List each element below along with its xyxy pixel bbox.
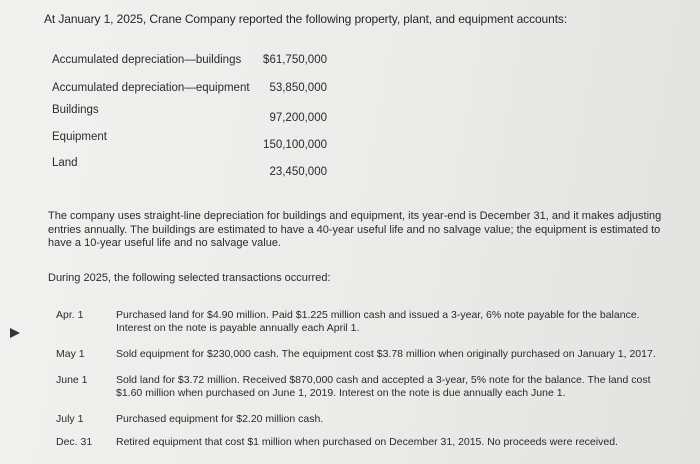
transaction-date: June 1	[56, 374, 88, 386]
account-label: Land	[52, 157, 78, 169]
account-amount: 23,450,000	[269, 166, 327, 178]
transaction-description: Retired equipment that cost $1 million when purchased on December 31, 2015. No proceeds were received.	[116, 436, 618, 448]
account-row-buildings	[52, 104, 327, 124]
transaction-description: Sold equipment for $230,000 cash. The equipment cost $3.78 million when originally purchased on January 1, 2017.	[116, 348, 656, 360]
mouse-pointer-icon	[10, 328, 20, 338]
account-row-accum-dep-equipment	[52, 82, 327, 98]
account-amount: 97,200,000	[269, 112, 327, 124]
transactions-heading: During 2025, the following selected transactions occurred:	[48, 272, 331, 284]
account-amount: $61,750,000	[263, 54, 327, 66]
transaction-date: Apr. 1	[56, 309, 84, 321]
account-amount: 53,850,000	[269, 82, 327, 94]
transaction-description: Purchased equipment for $2.20 million cash.	[116, 413, 324, 425]
transaction-date: July 1	[56, 413, 84, 425]
account-row-accum-dep-buildings	[52, 54, 327, 70]
account-label: Equipment	[52, 131, 107, 143]
account-label: Accumulated depreciation—buildings	[52, 54, 242, 66]
account-label: Accumulated depreciation—equipment	[52, 82, 250, 94]
account-label: Buildings	[52, 104, 99, 116]
account-row-equipment	[52, 131, 327, 151]
intro-text: At January 1, 2025, Crane Company reported the following property, plant, and equipment accounts:	[44, 12, 568, 26]
transaction-description: Sold land for $3.72 million. Received $870,000 cash and accepted a 3-year, 5% note for the balance. The land cost $1.60 million when purchased on June 1, 2019. Interest on the note is due annually each June 1.	[116, 374, 651, 399]
transaction-date: Dec. 31	[56, 436, 93, 448]
transaction-date: May 1	[56, 348, 85, 360]
account-amount: 150,100,000	[263, 139, 327, 151]
policy-paragraph: The company uses straight-line depreciation for buildings and equipment, its year-end is December 31, and it makes adjusting entries annually. The buildings are estimated to have a 40-year useful life and no salvage value; the equipment is estimated to have a 10-year useful life and no salvage value.	[48, 210, 662, 249]
transaction-description: Purchased land for $4.90 million. Paid $1.225 million cash and issued a 3-year, 6% note payable for the balance. Interest on the note is payable annually each April 1.	[116, 309, 640, 334]
account-row-land	[52, 157, 327, 178]
